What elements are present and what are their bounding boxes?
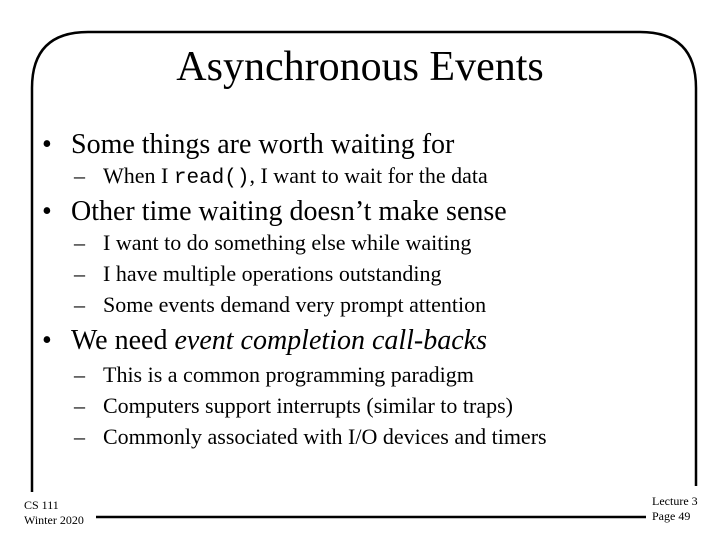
bullet-3-pre: We need <box>71 325 175 356</box>
bullet-2-sub-3 <box>74 292 486 318</box>
footer-course: CS 111 <box>24 498 59 512</box>
slide-title: Asynchronous Events <box>176 44 544 90</box>
bullet-2-text: Other time waiting doesn’t make sense <box>71 196 507 227</box>
footer-term: Winter 2020 <box>24 513 84 527</box>
bullet-3-emphasis: event completion call-backs <box>174 325 488 356</box>
bullet-2-sub-1-text: I want to do something else while waiting <box>103 230 472 255</box>
bullet-dot: • <box>42 129 52 160</box>
bullet-3-sub-2-text: Computers support interrupts (similar to traps) <box>103 393 513 418</box>
sub-dash: – <box>74 163 85 188</box>
code-read: read() <box>173 167 250 190</box>
sub-dash: – <box>74 362 85 387</box>
bullet-2-sub-3-text: Some events demand very prompt attention <box>103 292 487 317</box>
footer-lecture: Lecture 3 <box>652 494 698 508</box>
footer-course-info <box>24 498 84 528</box>
bullet-1-text: Some things are worth waiting for <box>71 129 455 160</box>
bullet-3 <box>42 324 487 358</box>
bullet-1-sub-1 <box>74 163 488 192</box>
sub-dash: – <box>74 292 85 317</box>
footer-page-number: Page 49 <box>652 509 691 523</box>
bullet-1 <box>42 128 454 162</box>
sub-dash: – <box>74 424 85 449</box>
sub-dash: – <box>74 230 85 255</box>
bullet-3-sub-2 <box>74 393 513 419</box>
sub-dash: – <box>74 261 85 286</box>
bullet-3-sub-1-text: This is a common programming paradigm <box>103 362 474 387</box>
bullet-3-sub-1 <box>74 362 474 388</box>
sub-dash: – <box>74 393 85 418</box>
bullet-2-sub-1 <box>74 230 471 256</box>
bullet-1-sub-1-pre: When I <box>103 163 174 188</box>
bullet-1-sub-1-post: , I want to wait for the data <box>249 163 488 188</box>
bullet-2-sub-2-text: I have multiple operations outstanding <box>103 261 442 286</box>
bullet-2 <box>42 195 507 229</box>
bullet-3-sub-3-text: Commonly associated with I/O devices and timers <box>103 424 547 449</box>
bullet-dot: • <box>42 196 52 227</box>
bullet-3-sub-3 <box>74 424 547 450</box>
footer-page-info <box>652 494 698 524</box>
bullet-2-sub-2 <box>74 261 442 287</box>
bullet-dot: • <box>42 325 52 356</box>
